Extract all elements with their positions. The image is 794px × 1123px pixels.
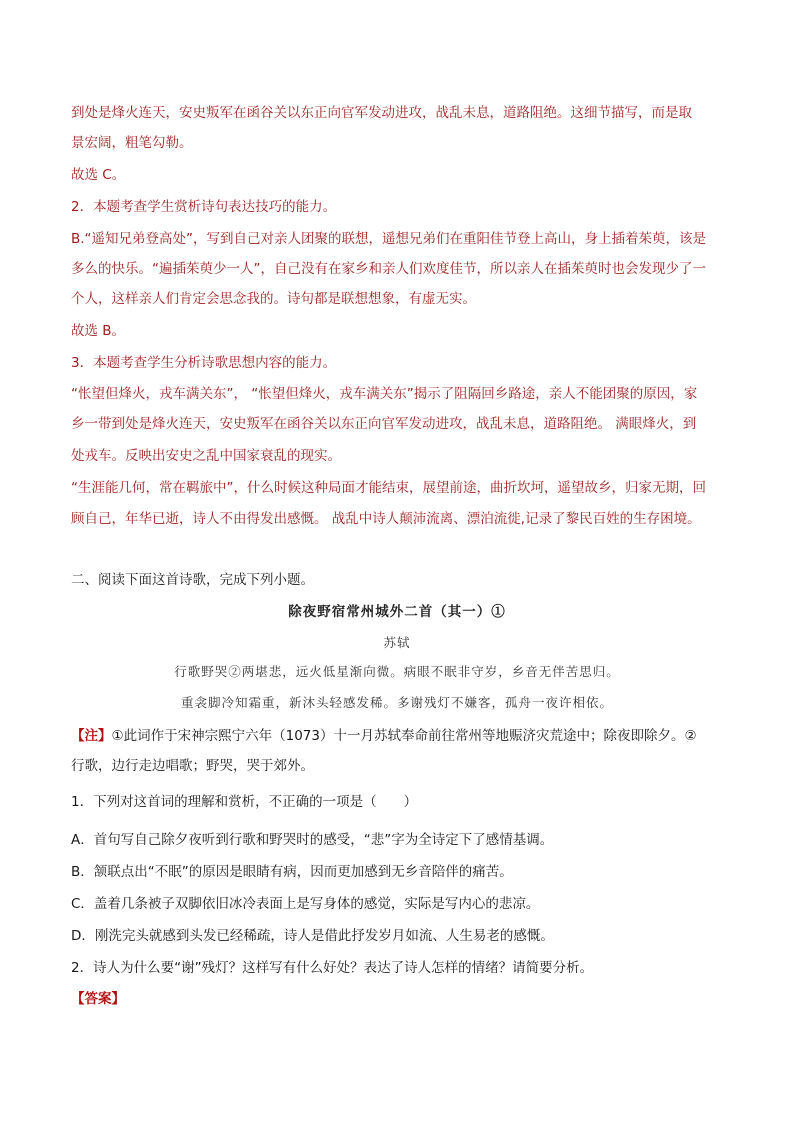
analysis-line: 故选 B。 [71, 323, 126, 339]
note-line: 行歌，边行走边唱歌；野哭，哭于郊外。 [71, 758, 314, 774]
option-b: B．颔联点出“不眠”的原因是眼睛有病，因而更加感到无乡音陪伴的痛苦。 [71, 864, 513, 880]
poem-line: 重衾脚冷知霜重，新沐头轻感发稀。多谢残灯不嫌客，孤舟一夜许相依。 [180, 695, 613, 710]
question-1: 1．下列对这首词的理解和赏析，不正确的一项是（ ） [71, 794, 418, 810]
analysis-line: “生涯能几何，常在羁旅中”，什么时候这种局面才能结束，展望前途，曲折坎坷，遥望故乡，归家无期，回 [71, 480, 706, 496]
poem-title: 除夜野宿常州城外二首（其一）① [288, 604, 506, 620]
analysis-line: 景宏阔，粗笔勾勒。 [71, 135, 193, 151]
option-d: D．刚洗完头就感到头发已经稀疏，诗人是借此抒发岁月如流、人生易老的感慨。 [71, 928, 554, 944]
note-text: ①此词作于宋神宗熙宁六年（1073）十一月苏轼奉命前往常州等地赈济灾荒途中；除夜即除夕。② [111, 728, 697, 744]
poem-line: 行歌野哭②两堪悲，远火低星渐向微。病眼不眠非守岁，乡音无伴苦思归。 [174, 664, 620, 679]
answer-label: 【答案】 [71, 991, 125, 1007]
analysis-line: 3．本题考查学生分析诗歌思想内容的能力。 [71, 355, 337, 371]
analysis-line: 2．本题考查学生赏析诗句表达技巧的能力。 [71, 199, 337, 215]
poem-author: 苏轼 [383, 635, 411, 650]
analysis-line: 多么的快乐。“遍插茱萸少一人”，自己没有在家乡和亲人们欢度佳节，所以亲人在插茱萸时也会发现少了一 [71, 261, 706, 277]
analysis-line: “怅望但烽火，戎车满关东”， “怅望但烽火，戎车满关东”揭示了阻隔回乡路途，亲人不能团聚的原因，家 [71, 386, 698, 402]
analysis-line: 故选 C。 [71, 167, 126, 183]
note-line [71, 727, 731, 745]
option-a: A．首句写自己除夕夜听到行歌和野哭时的感受，“悲”字为全诗定下了感情基调。 [71, 832, 554, 848]
analysis-line: 到处是烽火连天，安史叛军在函谷关以东正向官军发动进攻，战乱未息，道路阻绝。这细节描写，而是取 [71, 105, 692, 121]
analysis-line: 处戎车。反映出安史之乱中国家衰乱的现实。 [71, 448, 341, 464]
analysis-line: 顾自己，年华已逝，诗人不由得发出感慨。 战乱中诗人颠沛流离、漂泊流徙,记录了黎民百姓的生存困境。 [71, 511, 701, 527]
section-heading: 二、阅读下面这首诗歌，完成下列小题。 [71, 572, 314, 588]
analysis-line: 乡一带到处是烽火连天，安史叛军在函谷关以东正向官军发动进攻，战乱未息，道路阻绝。 满眼烽火，到 [71, 416, 697, 432]
analysis-line: B.“遥知兄弟登高处”，写到自己对亲人团聚的联想，遥想兄弟们在重阳佳节登上高山，身上插着茱萸，该是 [71, 231, 707, 247]
analysis-line: 个人，这样亲人们肯定会思念我的。诗句都是联想想象，有虚无实。 [71, 291, 476, 307]
note-label: 【注】 [71, 728, 112, 744]
option-c: C．盖着几条被子双脚依旧冰冷表面上是写身体的感觉，实际是写内心的悲凉。 [71, 896, 540, 912]
question-2: 2．诗人为什么要“谢”残灯？这样写有什么好处？表达了诗人怎样的情绪？请简要分析。 [71, 960, 594, 976]
